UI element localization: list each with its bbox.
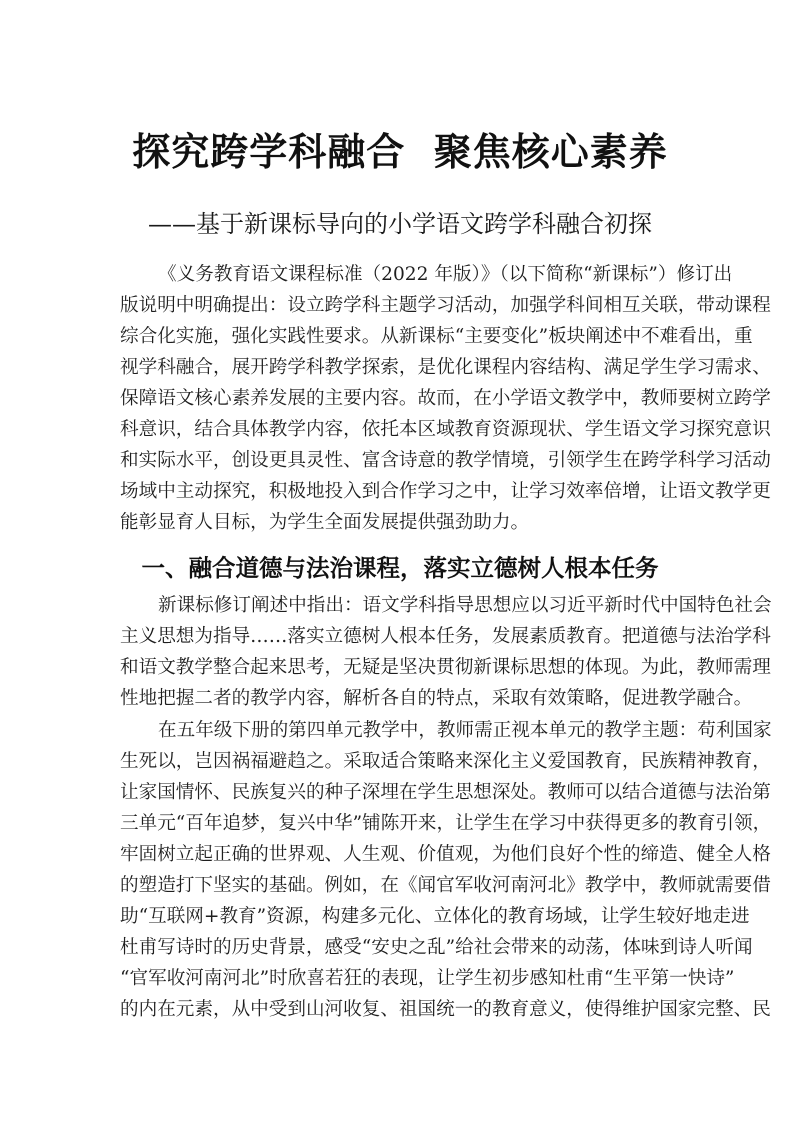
paragraph-line: 生死以，岂因祸福避趋之。采取适合策略来深化主义爱国教育，民族精神教育， bbox=[120, 751, 771, 772]
paragraph-line: 版说明中明确提出：设立跨学科主题学习活动，加强学科间相互关联，带动课程 bbox=[120, 295, 771, 316]
paragraph-line: 助“互联网+教育”资源，构建多元化、立体化的教育场域，让学生较好地走进 bbox=[120, 906, 750, 927]
intro-paragraph bbox=[120, 259, 771, 538]
paragraph-line: “官军收河南河北”时欣喜若狂的表现，让学生初步感知杜甫“生平第一快诗” bbox=[120, 968, 735, 989]
paragraph-line: 杜甫写诗时的历史背景，感受“安史之乱”给社会带来的动荡，体味到诗人听闻 bbox=[120, 937, 753, 958]
paragraph-line: 和语文教学整合起来思考，无疑是坚决贯彻新课标思想的体现。为此，教师需理 bbox=[120, 657, 771, 678]
paragraph-line: 新课标修订阐述中指出：语文学科指导思想应以习近平新时代中国特色社会 bbox=[158, 595, 772, 616]
document-subtitle: ——基于新课标导向的小学语文跨学科融合初探 bbox=[148, 210, 652, 238]
paragraph-line: 性地把握二者的教学内容，解析各自的特点，采取有效策略，促进教学融合。 bbox=[120, 688, 753, 709]
paragraph-line: 综合化实施，强化实践性要求。从新课标“主要变化”板块阐述中不难看出，重 bbox=[120, 326, 753, 347]
paragraph-line: 三单元“百年追梦，复兴中华”铺陈开来，让学生在学习中获得更多的教育引领， bbox=[120, 813, 772, 834]
paragraph-line: 的内在元素，从中受到山河收复、祖国统一的教育意义，使得维护国家完整、民 bbox=[120, 999, 771, 1020]
paragraph-line: 视学科融合，展开跨学科教学探索，是优化课程内容结构、满足学生学习需求、 bbox=[120, 357, 771, 378]
paragraph-line: 主义思想为指导……落实立德树人根本任务，发展素质教育。把道德与法治学科 bbox=[120, 626, 771, 647]
section-1-paragraph-1 bbox=[120, 590, 772, 714]
document-title: 探究跨学科融合 聚焦核心素养 bbox=[132, 129, 668, 174]
section-1-paragraph-2 bbox=[120, 715, 772, 1025]
paragraph-line: 《义务教育语文课程标准（2022 年版）》（以下简称“新课标”）修订出 bbox=[158, 264, 733, 285]
paragraph-line: 场域中主动探究，积极地投入到合作学习之中，让学习效率倍增，让语文教学更 bbox=[120, 481, 771, 502]
paragraph-line: 牢固树立起正确的世界观、人生观、价值观，为他们良好个性的缔造、健全人格 bbox=[120, 844, 771, 865]
paragraph-line: 的塑造打下坚实的基础。例如，在《闻官军收河南河北》教学中，教师就需要借 bbox=[120, 875, 771, 896]
paragraph-line: 保障语文核心素养发展的主要内容。故而，在小学语文教学中，教师要树立跨学 bbox=[120, 388, 771, 409]
paragraph-line: 科意识，结合具体教学内容，依托本区域教育资源现状、学生语文学习探究意识 bbox=[120, 419, 771, 440]
paragraph-line: 在五年级下册的第四单元教学中，教师需正视本单元的教学主题：苟利国家 bbox=[158, 720, 772, 741]
paragraph-line: 能彰显育人目标，为学生全面发展提供强劲助力。 bbox=[120, 512, 530, 533]
section-heading: 一、融合道德与法治课程，落实立德树人根本任务 bbox=[141, 554, 659, 582]
paragraph-line: 让家国情怀、民族复兴的种子深埋在学生思想深处。教师可以结合道德与法治第 bbox=[120, 782, 771, 803]
paragraph-line: 和实际水平，创设更具灵性、富含诗意的教学情境，引领学生在跨学科学习活动 bbox=[120, 450, 771, 471]
